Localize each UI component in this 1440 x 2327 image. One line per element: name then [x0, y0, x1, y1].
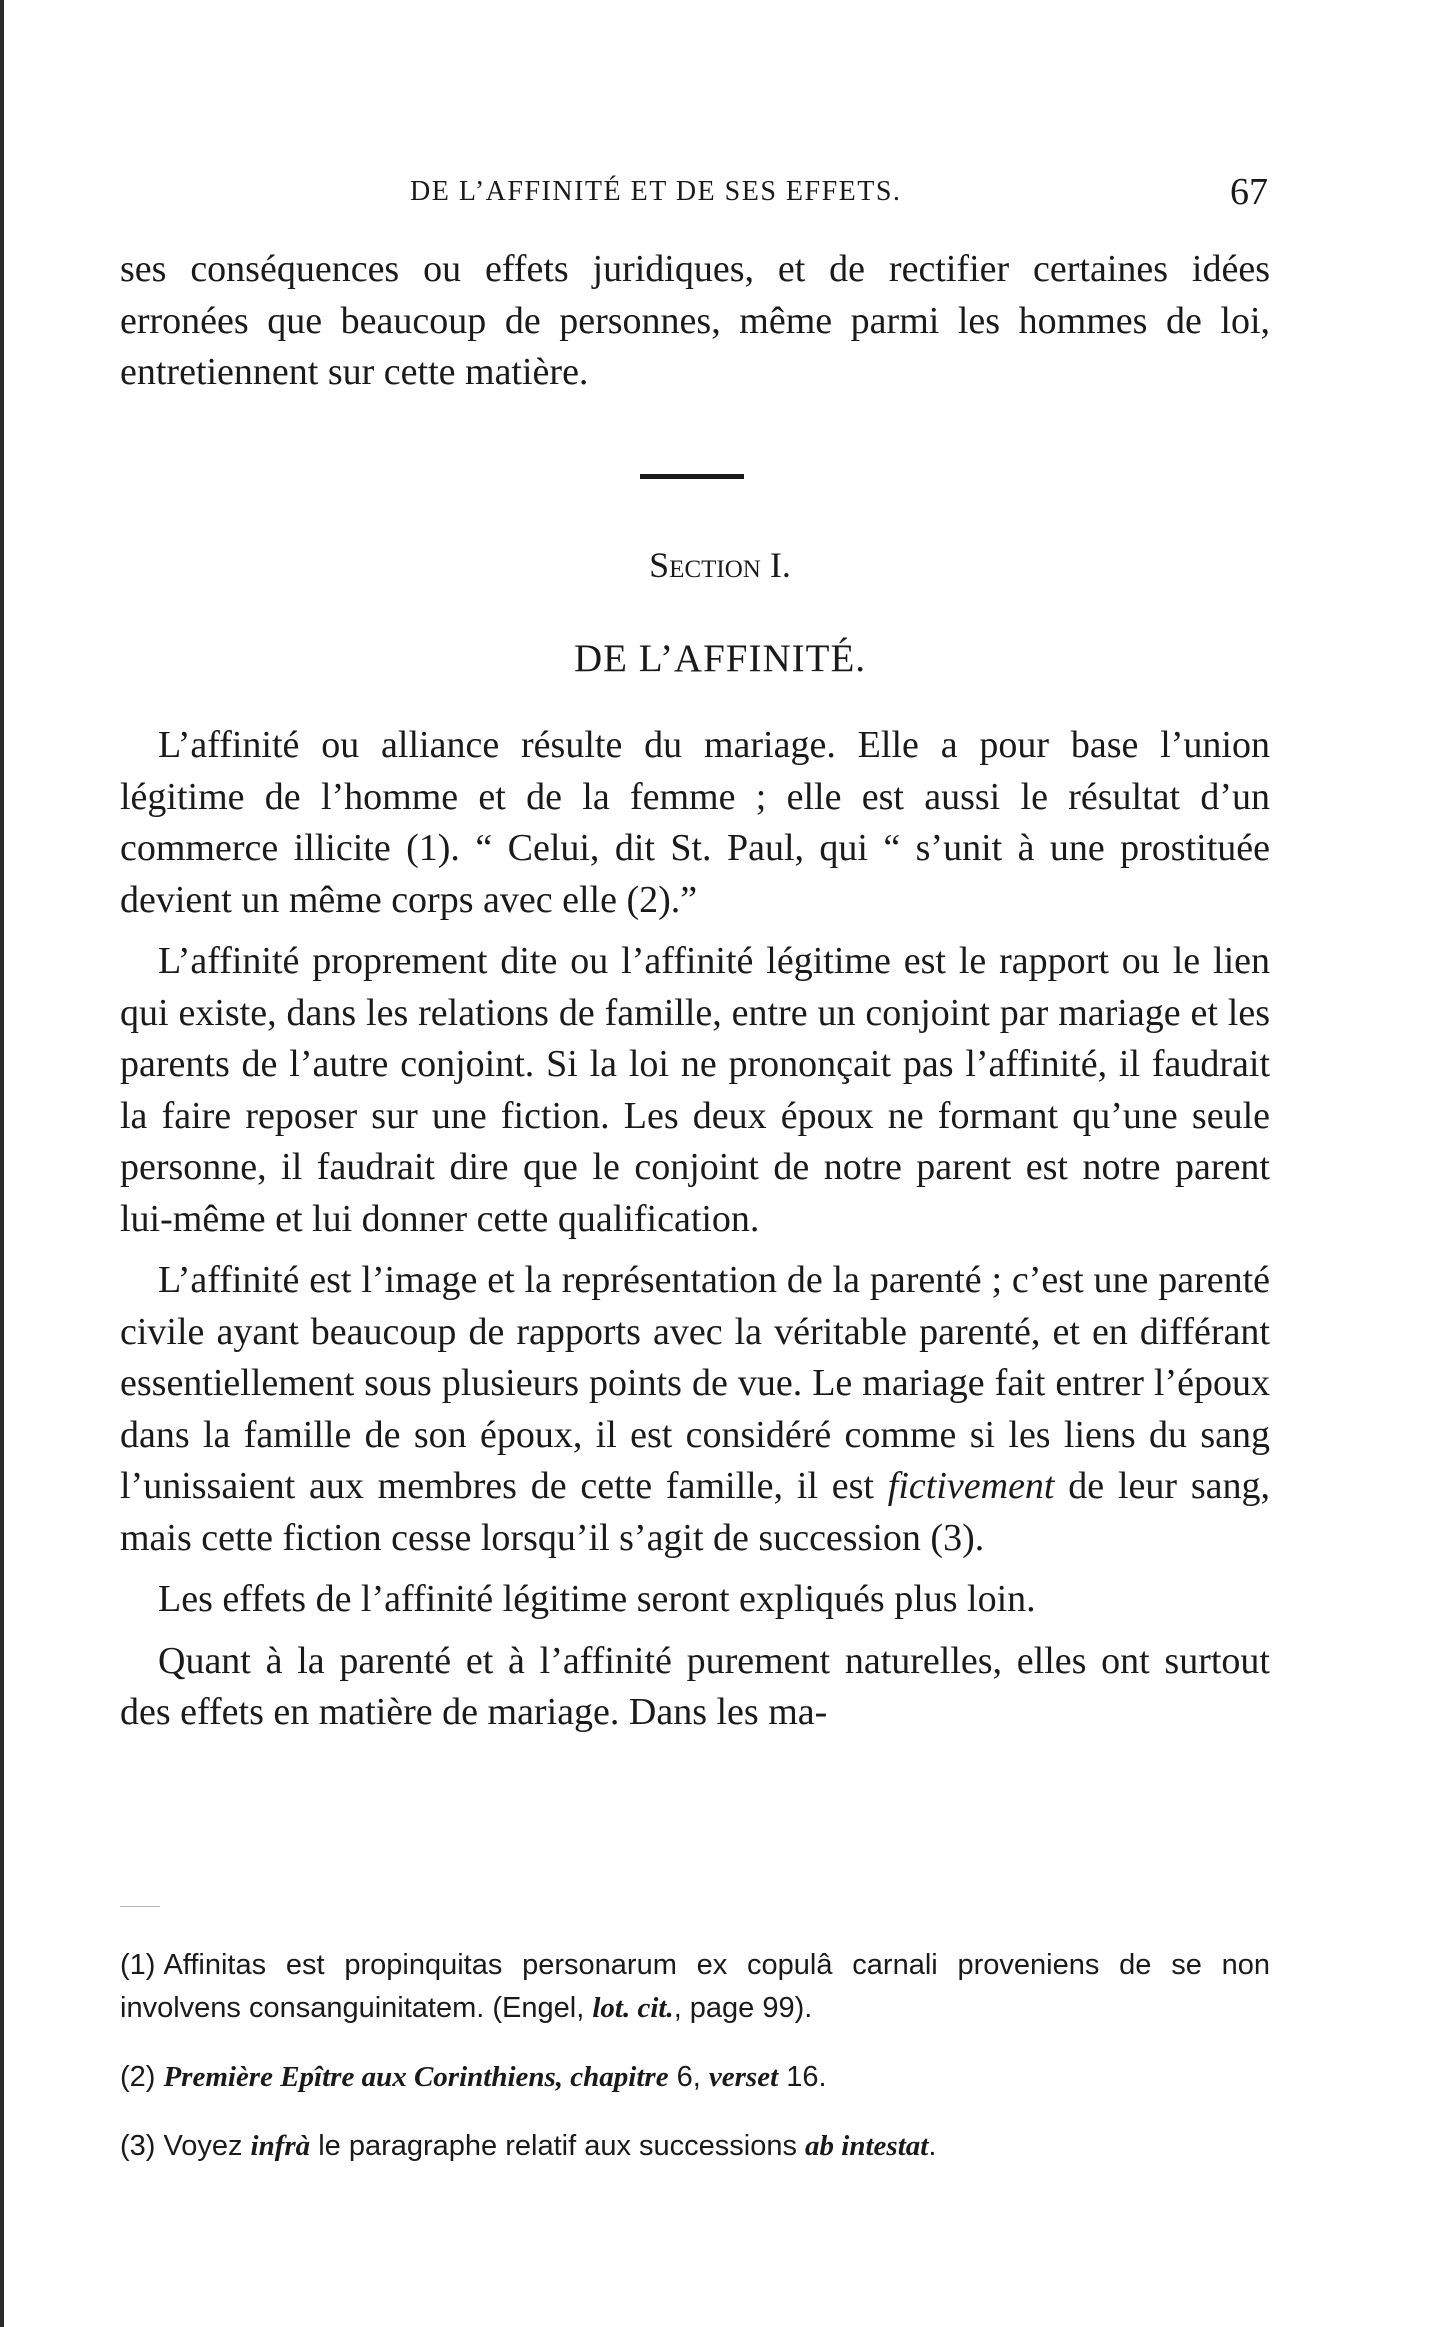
footnote-2-italic-2: verset	[708, 2061, 779, 2093]
running-title: DE L’AFFINITÉ ET DE SES EFFETS.	[410, 176, 902, 207]
paragraph-3-text: L’affinité est l’image et la représentation de la parenté ; c’est une parenté civile ayant beaucoup de rapports avec la véritable parenté, et en différant essentiellement sous plusieurs points de vue. Le mariage fait entrer l’époux dans la famille de son époux, il est considéré comme si les liens du sang l’unissaient aux membres de cette famille, il est	[120, 1259, 1270, 1507]
footnote-1-number: (1)	[120, 1949, 156, 1981]
footnote-2-italic: Première Epître aux Corinthiens, chapitre	[163, 2061, 669, 2093]
footnote-2-text: 6,	[668, 2061, 709, 2093]
footnote-3-italic: infrà	[250, 2130, 311, 2162]
paragraph-4: Les effets de l’affinité légitime seront expliqués plus loin.	[158, 1578, 1036, 1620]
footnote-1-text: Affinitas est propinquitas personarum ex copulâ carnali proveniens de se non involvens consanguinitatem. (Engel,	[120, 1949, 1270, 2024]
body-text	[120, 720, 1270, 1739]
footnote-1	[120, 1944, 1270, 2030]
footnote-2-text-end: 16.	[778, 2061, 827, 2093]
section-rule	[640, 474, 744, 479]
section-number: I.	[769, 545, 791, 585]
section-word: Section	[649, 545, 761, 585]
footnote-1-italic: lot. cit.	[592, 1992, 674, 2024]
footnote-3-italic-2: ab intestat	[805, 2130, 929, 2162]
intro-paragraph-block	[120, 244, 1270, 399]
footnote-2	[120, 2056, 1270, 2099]
footnote-3-number: (3)	[120, 2130, 156, 2162]
footnotes	[120, 1944, 1270, 2168]
paragraph-3-italic: fictivement	[887, 1465, 1055, 1507]
footnote-3-text-mid: le paragraphe relatif aux successions	[310, 2130, 806, 2162]
intro-paragraph: ses conséquences ou effets juridiques, et de rectifier certaines idées erronées que beaucoup de personnes, même parmi les hommes de loi, entretiennent sur cette matière.	[120, 248, 1270, 393]
page-number: 67	[1230, 171, 1268, 213]
paragraph-5: Quant à la parenté et à l’affinité purement naturelles, elles ont surtout des effets en matière de mariage. Dans les ma-	[120, 1639, 1270, 1733]
footnote-divider	[120, 1906, 160, 1907]
paragraph-3	[120, 1255, 1270, 1564]
running-head	[120, 170, 1270, 220]
paragraph-1: L’affinité ou alliance résulte du mariage. Elle a pour base l’union légitime de l’homme et de la femme ; elle est aussi le résultat d’un commerce illicite (1). “ Celui, dit St. Paul, qui “ s’unit à une prostituée devient un même corps avec elle (2).”	[120, 724, 1270, 921]
footnote-1-text-end: , page 99).	[673, 1992, 813, 2024]
footnote-3-text: Voyez	[163, 2130, 251, 2162]
section-label	[0, 544, 1440, 586]
footnote-3	[120, 2125, 1270, 2168]
page-edge	[0, 0, 4, 2327]
section-title: DE L’AFFINITÉ.	[573, 637, 867, 680]
footnote-3-text-end: .	[928, 2130, 937, 2162]
footnote-2-number: (2)	[120, 2061, 156, 2093]
paragraph-2: L’affinité proprement dite ou l’affinité légitime est le rapport ou le lien qui existe, dans les relations de famille, entre un conjoint par mariage et les parents de l’autre conjoint. Si la loi ne prononçait pas l’affinité, il faudrait la faire reposer sur une fiction. Les deux époux ne formant qu’une seule personne, il faudrait dire que le conjoint de notre parent est notre parent lui-même et lui donner cette qualification.	[120, 940, 1270, 1240]
paragraph-3-text-end: de leur sang, mais cette fiction cesse lorsqu’il s’agit de succession (3).	[120, 1465, 1271, 1559]
